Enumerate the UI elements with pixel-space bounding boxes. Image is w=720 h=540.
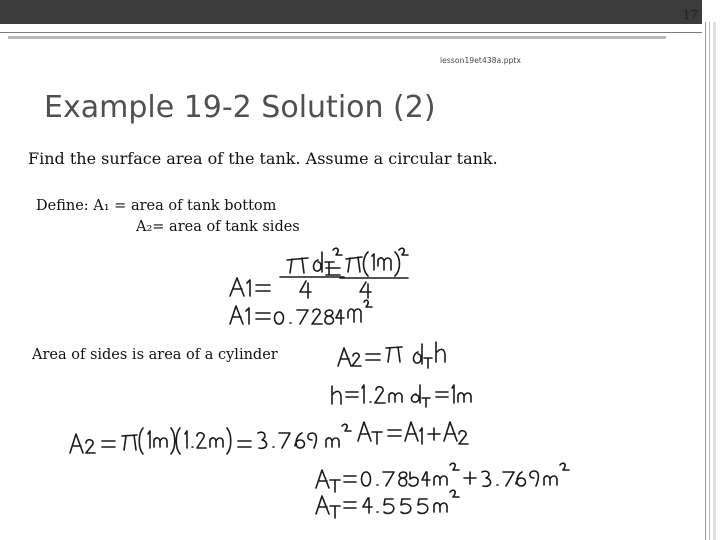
page-number: 17	[682, 8, 698, 22]
handwritten-a2-values	[332, 385, 471, 407]
define-a2: A₂= area of tank sides	[136, 219, 300, 235]
handwritten-a1-result	[230, 300, 372, 324]
handwritten-at-formula	[358, 422, 468, 444]
footer-filename: lesson19et438a.pptx	[440, 56, 522, 65]
handwritten-a2-calc	[70, 424, 351, 454]
handwritten-at-result	[316, 490, 459, 518]
handwritten-at-calc	[316, 463, 569, 492]
define-a1: Define: A₁ = area of tank bottom	[36, 198, 277, 214]
handwritten-a1-equation	[230, 248, 408, 298]
handwritten-a2-formula	[338, 342, 445, 368]
area-of-sides-text: Area of sides is area of a cylinder	[32, 347, 278, 363]
problem-statement: Find the surface area of the tank. Assume a circular tank.	[28, 149, 498, 168]
slide-title: Example 19-2 Solution (2)	[44, 90, 436, 125]
